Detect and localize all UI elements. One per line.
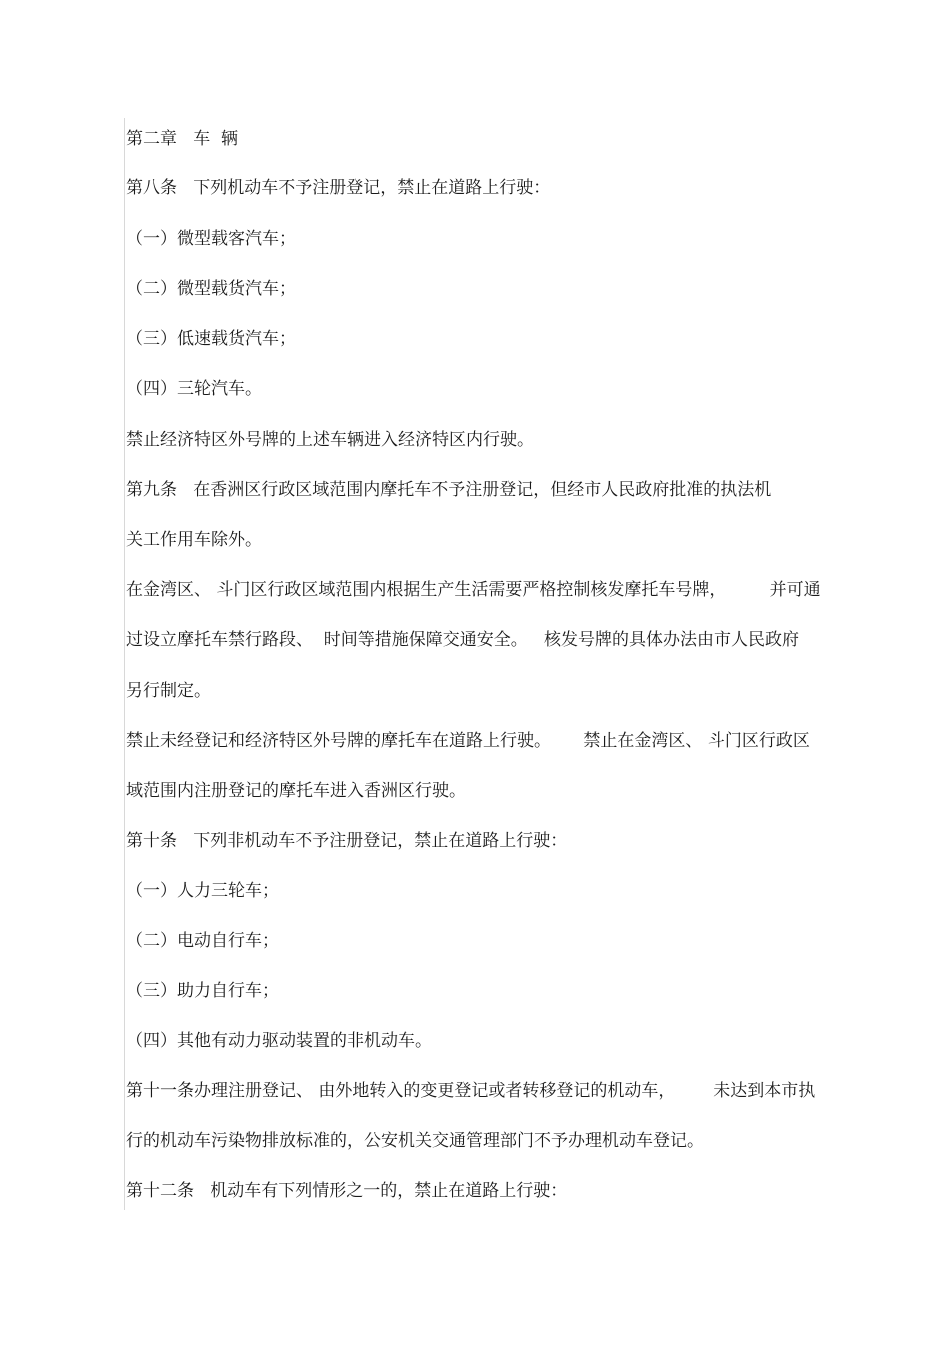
article-10-item-2: （二）电动自行车； [126,931,279,951]
article-9-paragraph-3-line-2: 域范围内注册登记的摩托车进入香洲区行驶。 [126,781,466,801]
article-9-paragraph-2-line-3: 另行制定。 [126,681,211,701]
article-11-line-1: 第十一条办理注册登记、 由外地转入的变更登记或者转移登记的机动车， 未达到本市执 [126,1081,816,1101]
article-9-heading: 第九条 在香洲区行政区域范围内摩托车不予注册登记，但经市人民政府批准的执法机 [126,480,772,500]
article-9-paragraph-3-line-1: 禁止未经登记和经济特区外号牌的摩托车在道路上行驶。 禁止在金湾区、 斗门区行政区 [126,731,810,751]
article-12-heading: 第十二条 机动车有下列情形之一的，禁止在道路上行驶： [126,1181,568,1201]
article-10-item-4: （四）其他有动力驱动装置的非机动车。 [126,1031,432,1051]
article-8-item-4: （四）三轮汽车。 [126,379,262,399]
article-9-continuation: 关工作用车除外。 [126,530,262,550]
page-margin-rule [124,118,125,1210]
article-8-heading: 第八条 下列机动车不予注册登记，禁止在道路上行驶： [126,178,551,198]
article-9-paragraph-2-line-1: 在金湾区、 斗门区行政区域范围内根据生产生活需要严格控制核发摩托车号牌， 并可通 [126,580,821,600]
article-11-line-2: 行的机动车污染物排放标准的，公安机关交通管理部门不予办理机动车登记。 [126,1131,704,1151]
article-8-item-3: （三）低速载货汽车； [126,329,296,349]
article-8-item-2: （二）微型载货汽车； [126,279,296,299]
article-8-item-1: （一）微型载客汽车； [126,229,296,249]
chapter-heading: 第二章 车 辆 [126,129,239,149]
article-9-paragraph-2-line-2: 过设立摩托车禁行路段、 时间等措施保障交通安全。 核发号牌的具体办法由市人民政府 [126,630,800,650]
article-8-paragraph: 禁止经济特区外号牌的上述车辆进入经济特区内行驶。 [126,430,534,450]
article-10-heading: 第十条 下列非机动车不予注册登记，禁止在道路上行驶： [126,831,568,851]
article-10-item-1: （一）人力三轮车； [126,881,279,901]
article-10-item-3: （三）助力自行车； [126,981,279,1001]
